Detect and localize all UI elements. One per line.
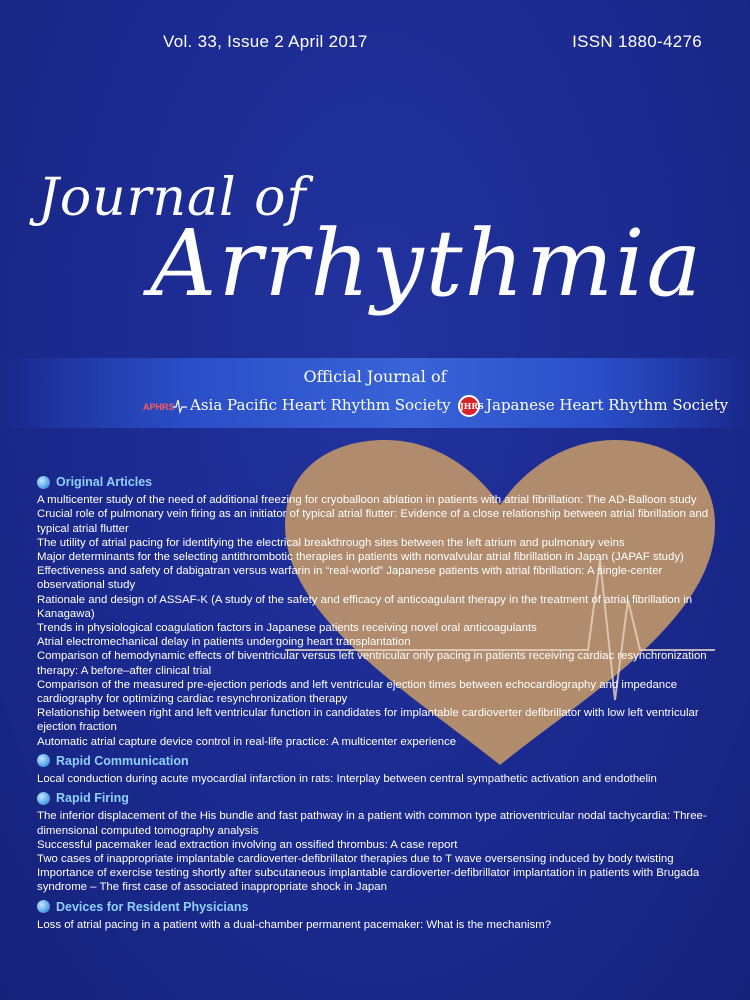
globe-icon <box>37 792 50 805</box>
article-title: Atrial electromechanical delay in patients undergoing heart transplantation <box>37 636 411 649</box>
jhrs-logo-icon: JHRS <box>458 395 480 417</box>
article-title: Comparison of the measured pre-ejection periods and left ventricular ejection times between echocardiography and impedance cardiography for optimizing cardiac resynchronization therapy <box>37 678 678 706</box>
article-title: The inferior displacement of the His bundle and fast pathway in a patient with common type atrioventricular nodal tachycardia: Three-dimensional computed tomography analysis <box>37 810 707 837</box>
issue-details: Vol. 33, Issue 2 April 2017 <box>163 32 368 51</box>
journal-title-line1: Journal of <box>38 168 307 228</box>
article-title: Rationale and design of ASSAF-K (A study of the safety and efficacy of anticoagulant therapy in the treatment of atrial fibrillation in Kanagawa) <box>37 593 693 620</box>
section-heading <box>37 900 737 914</box>
aphrs-logo-text: APHRS <box>143 402 175 412</box>
article-title: Effectiveness and safety of dabigatran versus warfarin in “real-world” Japanese patients with atrial fibrillation: A single-center observational study <box>37 565 663 592</box>
article-title: Crucial role of pulmonary vein firing as an initiator of typical atrial flutter: Evidence of a close relationship between atrial fibrillation and typical atrial flutter <box>37 508 709 535</box>
society-row <box>0 394 750 418</box>
globe-icon <box>37 754 50 767</box>
section-heading-label: Rapid Firing <box>56 791 129 806</box>
society-aphrs: Asia Pacific Heart Rhythm Society <box>190 396 451 414</box>
section-heading-label: Devices for Resident Physicians <box>56 899 249 914</box>
section-heading-label: Rapid Communication <box>56 753 189 768</box>
article-title: Importance of exercise testing shortly after subcutaneous implantable cardioverter-defibrillator implantation in patients with Brugada syndrome – The first case of associated inappropriate shock in Japan <box>37 867 700 894</box>
article-title: Local conduction during acute myocardial infarction in rats: Interplay between central sympathetic activation and endothelin <box>37 773 657 786</box>
table-of-contents <box>37 470 737 932</box>
section-heading <box>37 791 737 805</box>
official-journal-label: Official Journal of <box>303 367 447 386</box>
aphrs-logo-icon <box>143 397 187 415</box>
globe-icon <box>37 900 50 913</box>
article-title: The utility of atrial pacing for identifying the electrical breakthrough sites between the left atrium and pulmonary veins <box>37 536 625 549</box>
section-heading <box>37 754 737 768</box>
issue-info-bar <box>0 32 750 58</box>
issn: ISSN 1880-4276 <box>572 32 702 51</box>
article-title: Successful pacemaker lead extraction involving an ossified thrombus: A case report <box>37 838 458 851</box>
journal-title-line2: Arrhythmia <box>150 210 704 317</box>
globe-icon <box>37 476 50 489</box>
article-title: Major determinants for the selecting antithrombotic therapies in patients with nonvalvular atrial fibrillation in Japan (JAPAF study) <box>37 551 684 564</box>
article-title: Loss of atrial pacing in a patient with a dual-chamber permanent pacemaker: What is the mechanism? <box>37 918 552 931</box>
article-title: A multicenter study of the need of additional freezing for cryoballoon ablation in patients with atrial fibrillation: The AD-Balloon study <box>37 494 697 507</box>
section-heading-label: Original Articles <box>56 475 153 489</box>
article-title: Trends in physiological coagulation factors in Japanese patients receiving novel oral anticoagulants <box>37 622 537 635</box>
article-title: Relationship between right and left ventricular function in candidates for implantable cardioverter defibrillator with low left ventricular ejection fraction <box>37 707 699 734</box>
official-journal-banner <box>0 358 750 428</box>
article-title: Automatic atrial capture device control in real-life practice: A multicenter experience <box>37 735 457 748</box>
society-jhrs: Japanese Heart Rhythm Society <box>486 396 729 414</box>
article-title: Comparison of hemodynamic effects of biventricular versus left ventricular only pacing in patients receiving cardiac resynchronization therapy: A before–after clinical trial <box>37 650 707 677</box>
article-title: Two cases of inappropriate implantable cardioverter-defibrillator therapies due to T wave oversensing induced by body twisting <box>37 853 674 866</box>
section-heading <box>37 475 737 489</box>
